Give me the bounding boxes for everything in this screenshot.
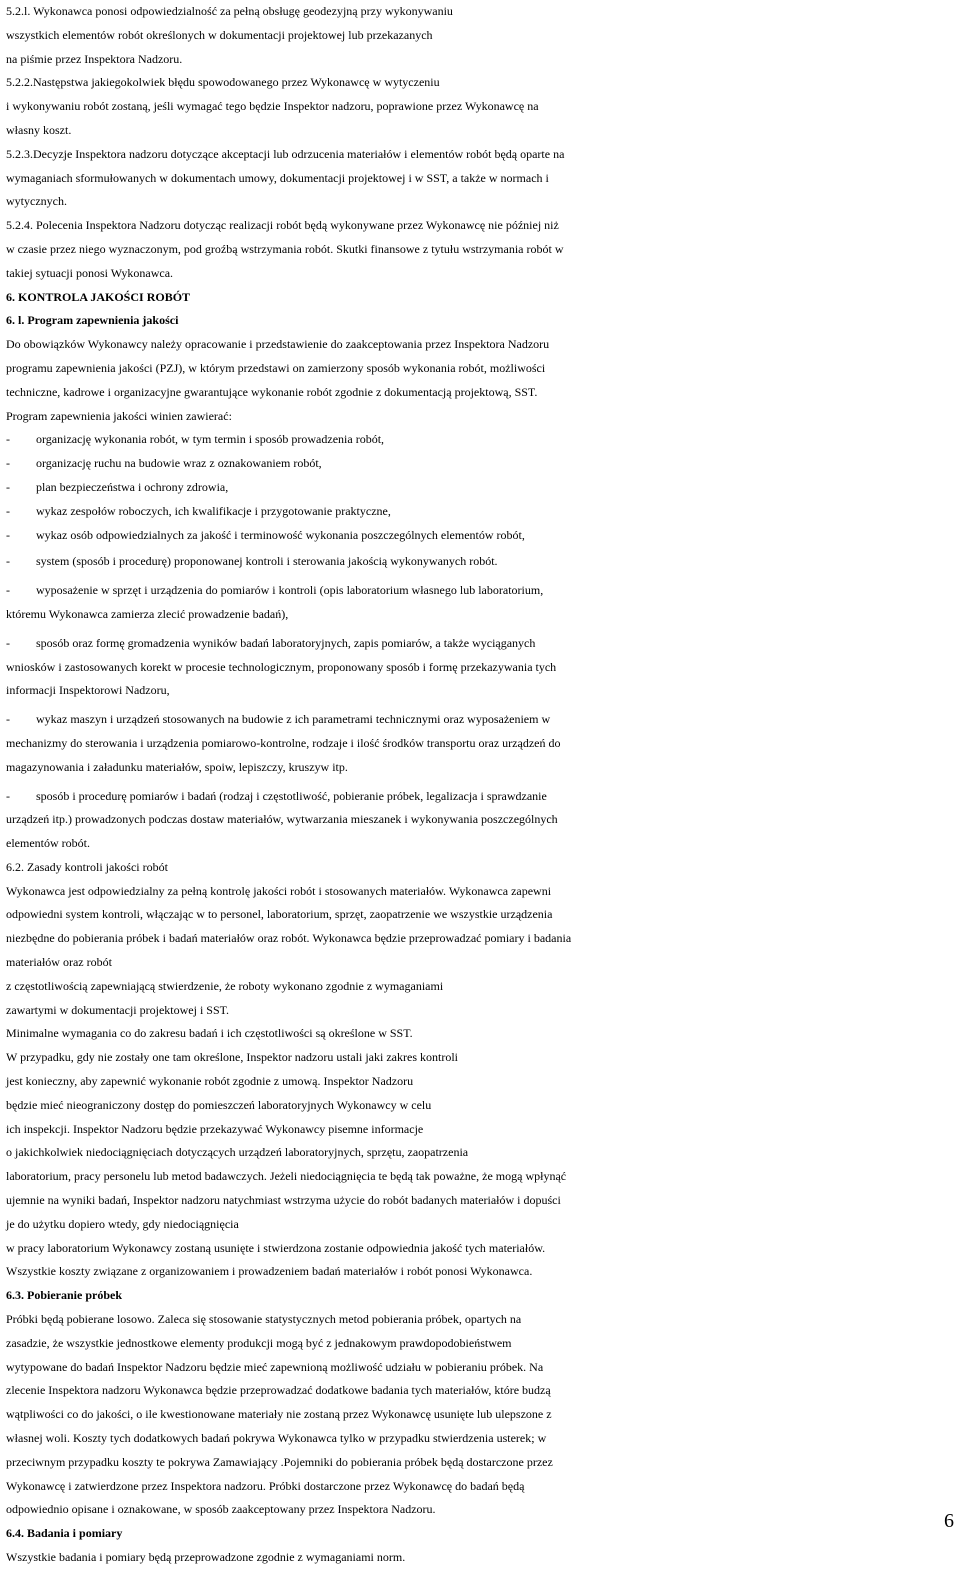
text-line: odpowiednio opisane i oznakowane, w sposób zaakceptowany przez Inspektora Nadzoru.	[6, 1502, 436, 1517]
list-item	[6, 476, 956, 500]
text-line: zawartymi w dokumentacji projektowej i SST.	[6, 1002, 230, 1017]
text-line: wniosków i zastosowanych korekt w procesie technologicznym, proponowany sposób i formę przekazywania tych	[6, 659, 557, 674]
list-item	[6, 550, 956, 574]
text-line: w czasie przez niego wyznaczonym, pod groźbą wstrzymania robót. Skutki finansowe z tytułu wstrzymania robót w	[6, 241, 564, 256]
text-line: takiej sytuacji ponosi Wykonawca.	[6, 265, 174, 280]
text-line: Do obowiązków Wykonawcy należy opracowanie i przedstawienie do zaakceptowania przez Inspektora Nadzoru	[6, 337, 550, 352]
text-line: i wykonywaniu robót zostaną, jeśli wymagać tego będzie Inspektor nadzoru, poprawione przez Wykonawcę na	[6, 99, 539, 114]
list-item-text: wyposażenie w sprzęt i urządzenia do pomiarów i kontroli (opis laboratorium własnego lub laboratorium,	[36, 583, 544, 598]
text-line: własny koszt.	[6, 122, 72, 137]
subsection-heading: 6. l. Program zapewnienia jakości	[6, 313, 179, 328]
list-item-text: sposób oraz formę gromadzenia wyników badań laboratoryjnych, zapis pomiarów, a także wyciąganych	[36, 635, 536, 650]
text-line: wytypowane do badań Inspektor Nadzoru będzie mieć zapewnioną możliwość udziału w pobieraniu próbek. Na	[6, 1359, 544, 1374]
text-line: 5.2.l. Wykonawca ponosi odpowiedzialność za pełną obsługę geodezyjną przy wykonywaniu	[6, 4, 453, 18]
list-item-text: sposób i procedurę pomiarów i badań (rodzaj i częstotliwość, pobieranie próbek, legalizacja i sprawdzanie	[36, 788, 547, 803]
page-number: 6	[944, 1510, 954, 1532]
list-item-text: organizację ruchu na budowie wraz z oznakowaniem robót,	[36, 456, 322, 471]
list-dash: -	[6, 479, 10, 494]
text-line: któremu Wykonawca zamierza zlecić prowadzenie badań),	[6, 606, 289, 621]
text-line: wątpliwości co do jakości, o ile kwestionowane materiały nie zostaną przez Wykonawcę usunięte lub ulepszone z	[6, 1407, 552, 1422]
list-item	[6, 452, 956, 476]
text-line: W przypadku, gdy nie zostały one tam określone, Inspektor nadzoru ustali jaki zakres kontroli	[6, 1050, 458, 1065]
list-item-text: plan bezpieczeństwa i ochrony zdrowia,	[36, 479, 229, 494]
subsection-heading: 6.4. Badania i pomiary	[6, 1526, 123, 1541]
list-dash: -	[6, 456, 10, 471]
text-line: materiałów oraz robót	[6, 955, 112, 970]
text-line: Wszystkie badania i pomiary będą przeprowadzone zgodnie z wymaganiami norm.	[6, 1550, 406, 1564]
text-line: przeciwnym przypadku koszty te pokrywa Zamawiający .Pojemniki do pobierania próbek będą dostarczone przez	[6, 1454, 553, 1469]
text-line: je do użytku dopiero wtedy, gdy niedociągnięcia	[6, 1216, 239, 1231]
list-item	[6, 708, 956, 732]
text-line: wszystkich elementów robót określonych w dokumentacji projektowej lub przekazanych	[6, 27, 433, 42]
text-line: Wykonawcę i zatwierdzone przez Inspektora nadzoru. Próbki dostarczone przez Wykonawcę do badań będą	[6, 1478, 525, 1493]
text-line: odpowiedni system kontroli, włączając w to personel, laboratorium, sprzęt, zaopatrzenie we wszystkie urządzenia	[6, 907, 553, 922]
text-line: Próbki będą pobierane losowo. Zaleca się stosowanie statystycznych metod pobierania próbek, opartych na	[6, 1312, 522, 1327]
text-line: techniczne, kadrowe i organizacyjne gwarantujące wykonanie robót zgodnie z dokumentacją projektową, SST.	[6, 384, 538, 399]
text-line: 5.2.4. Polecenia Inspektora Nadzoru dotycząc realizacji robót będą wykonywane przez Wykonawcę nie później niż	[6, 218, 559, 233]
list-dash: -	[6, 712, 10, 727]
list-dash: -	[6, 788, 10, 803]
text-line: programu zapewnienia jakości (PZJ), w którym przedstawi on zamierzony sposób wykonania robót, możliwości	[6, 360, 546, 375]
list-item-text: system (sposób i procedurę) proponowanej kontroli i sterowania jakością wykonywanych robót.	[36, 554, 498, 569]
text-line: własnej woli. Koszty tych dodatkowych badań pokrywa Wykonawca tylko w przypadku stwierdzenia usterek; w	[6, 1431, 547, 1446]
text-line: elementów robót.	[6, 836, 90, 851]
text-line: zasadzie, że wszystkie jednostkowe elementy produkcji mogą być z jednakowym prawdopodobieństwem	[6, 1335, 512, 1350]
list-dash: -	[6, 503, 10, 518]
list-item	[6, 785, 956, 809]
list-dash: -	[6, 527, 10, 542]
text-line: mechanizmy do sterowania i urządzenia pomiarowo-kontrolne, rodzaje i ilość środków transportu oraz urządzeń do	[6, 735, 561, 750]
list-item-text: wykaz zespołów roboczych, ich kwalifikacje i przygotowanie praktyczne,	[36, 503, 391, 518]
text-line: urządzeń itp.) prowadzonych podczas dostaw materiałów, wytwarzania mieszanek i wykonywania poszczególnych	[6, 812, 558, 827]
list-item	[6, 579, 956, 603]
text-line: niezbędne do pobierania próbek i badań materiałów oraz robót. Wykonawca będzie przeprowadzać pomiary i badania	[6, 931, 572, 946]
text-line: na piśmie przez Inspektora Nadzoru.	[6, 51, 183, 66]
text-line: w pracy laboratorium Wykonawcy zostaną usunięte i stwierdzona zostanie odpowiednia jakość tych materiałów.	[6, 1240, 546, 1255]
text-line: z częstotliwością zapewniającą stwierdzenie, że roboty wykonano zgodnie z wymaganiami	[6, 978, 444, 993]
text-line: Minimalne wymagania co do zakresu badań i ich częstotliwości są określone w SST.	[6, 1026, 413, 1041]
list-item-text: organizację wykonania robót, w tym termin i sposób prowadzenia robót,	[36, 432, 385, 447]
text-line: ich inspekcji. Inspektor Nadzoru będzie przekazywać Wykonawcy pisemne informacje	[6, 1121, 424, 1136]
text-line: będzie mieć nieograniczony dostęp do pomieszczeń laboratoryjnych Wykonawcy w celu	[6, 1097, 432, 1112]
text-line: informacji Inspektorowi Nadzoru,	[6, 683, 170, 698]
list-dash: -	[6, 635, 10, 650]
text-line: 5.2.2.Następstwa jakiegokolwiek błędu spowodowanego przez Wykonawcę w wytyczeniu	[6, 75, 440, 90]
list-item	[6, 428, 956, 452]
text-line: wytycznych.	[6, 194, 67, 209]
text-line: zlecenie Inspektora nadzoru Wykonawca będzie przeprowadzać dodatkowe badania tych materiałów, które budzą	[6, 1383, 551, 1398]
text-line: magazynowania i załadunku materiałów, spoiw, lepiszczy, kruszyw itp.	[6, 759, 348, 774]
list-dash: -	[6, 432, 10, 447]
subsection-heading: 6.3. Pobieranie próbek	[6, 1288, 122, 1303]
text-line: Wszystkie koszty związane z organizowaniem i prowadzeniem badań materiałów i robót ponosi Wykonawca.	[6, 1264, 533, 1279]
text-line: Program zapewnienia jakości winien zawierać:	[6, 408, 232, 423]
text-line: Wykonawca jest odpowiedzialny za pełną kontrolę jakości robót i stosowanych materiałów. Wykonawca zapewni	[6, 883, 552, 898]
list-item-text: wykaz maszyn i urządzeń stosowanych na budowie z ich parametrami technicznymi oraz wyposażeniem w	[36, 712, 551, 727]
text-line: o jakichkolwiek niedociągnięciach dotyczących urządzeń laboratoryjnych, sprzętu, zaopatrzenia	[6, 1145, 469, 1160]
subsection-heading: 6.2. Zasady kontroli jakości robót	[6, 859, 168, 874]
list-item	[6, 500, 956, 524]
list-item-text: wykaz osób odpowiedzialnych za jakość i terminowość wykonania poszczególnych elementów robót,	[36, 527, 525, 542]
list-dash: -	[6, 554, 10, 569]
text-line: 5.2.3.Decyzje Inspektora nadzoru dotyczące akceptacji lub odrzucenia materiałów i elementów robót będą oparte na	[6, 146, 565, 161]
text-line: jest konieczny, aby zapewnić wykonanie robót zgodnie z umową. Inspektor Nadzoru	[6, 1074, 414, 1089]
section-heading: 6. KONTROLA JAKOŚCI ROBÓT	[6, 289, 191, 304]
list-item	[6, 632, 956, 656]
document-body	[6, 0, 956, 1570]
text-line: wymaganiach sformułowanych w dokumentach umowy, dokumentacji projektowej i w SST, a także w normach i	[6, 170, 549, 185]
list-item	[6, 524, 956, 548]
text-line: laboratorium, pracy personelu lub metod badawczych. Jeżeli niedociągnięcia te będą tak poważne, że mogą wpłynąć	[6, 1169, 567, 1184]
text-line: ujemnie na wyniki badań, Inspektor nadzoru natychmiast wstrzyma użycie do robót badanych materiałów i dopuści	[6, 1193, 561, 1208]
list-dash: -	[6, 583, 10, 598]
